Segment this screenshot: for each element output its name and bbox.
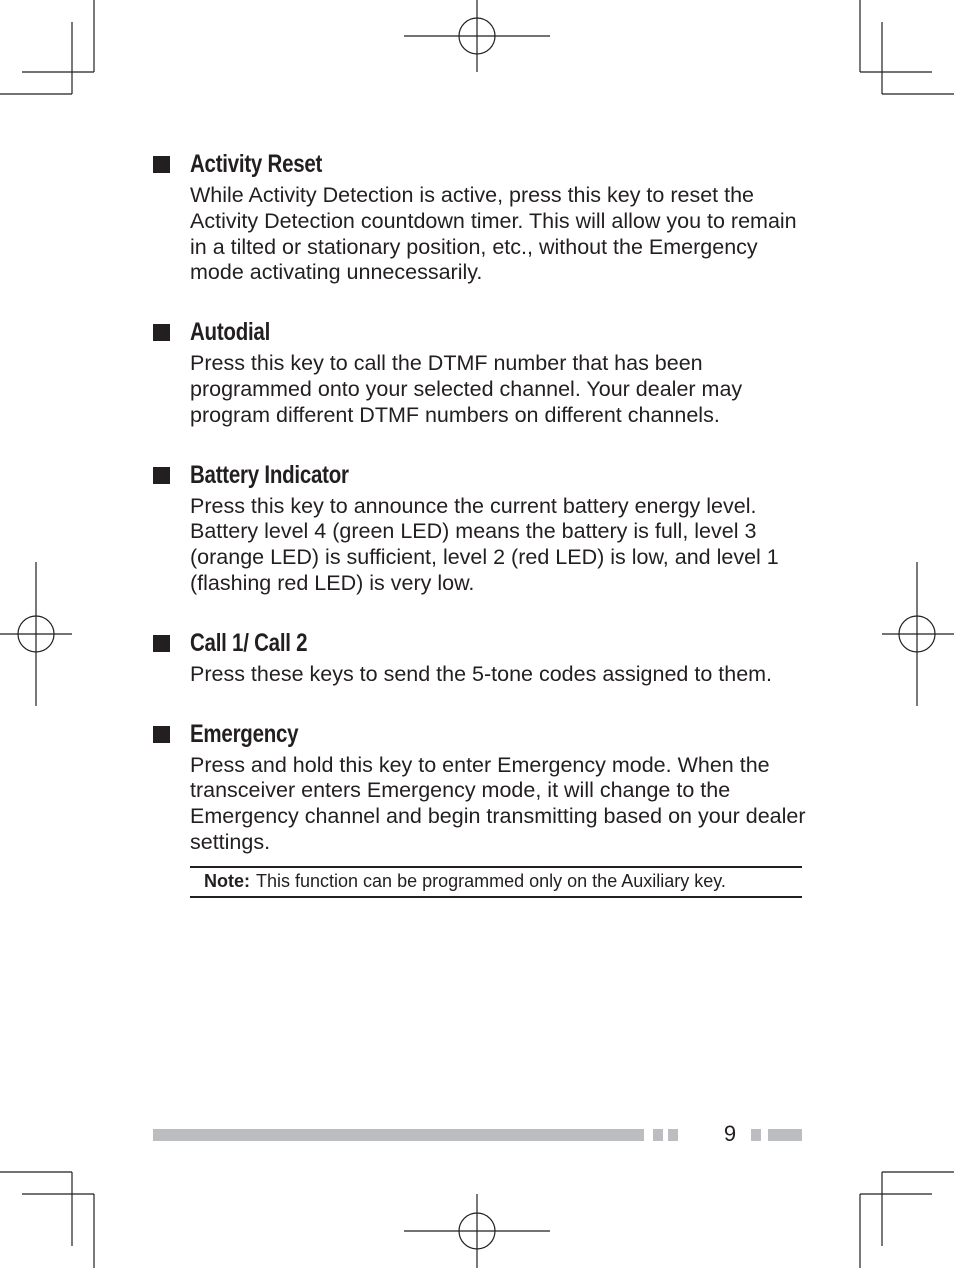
bullet-square-icon xyxy=(153,156,170,173)
section-body: Press this key to call the DTMF number that has been programmed onto your selected channel. Your dealer may program different DTMF numbers on different channels. xyxy=(190,351,743,427)
bullet-square-icon xyxy=(153,324,170,341)
bullet-square-icon xyxy=(153,726,170,743)
section-call xyxy=(153,627,813,688)
section-title: Activity Reset xyxy=(190,150,323,178)
section-emergency xyxy=(153,718,813,898)
section-title: Battery Indicator xyxy=(190,460,349,489)
section-autodial xyxy=(153,316,813,428)
section-battery-indicator xyxy=(153,459,813,597)
section-title: Emergency xyxy=(190,719,299,748)
footer-square xyxy=(653,1129,663,1141)
section-body: While Activity Detection is active, press this key to reset the Activity Detection countdown timer. This will allow you to remain in a tilted or stationary position, etc., without the Emergency mode activating unnecessarily. xyxy=(190,183,797,285)
bullet-square-icon xyxy=(153,467,170,484)
section-activity-reset xyxy=(153,148,813,286)
note-text: This function can be programmed only on the Auxiliary key. xyxy=(256,870,726,891)
note-box xyxy=(190,866,802,898)
note-label: Note: xyxy=(204,870,250,891)
bullet-square-icon xyxy=(153,635,170,652)
footer-bar xyxy=(768,1129,802,1141)
page-number: 9 xyxy=(723,1121,737,1146)
section-body: Press these keys to send the 5-tone codes assigned to them. xyxy=(190,661,773,686)
footer-bar xyxy=(153,1129,644,1141)
section-title: Call 1/ Call 2 xyxy=(190,628,308,657)
section-title: Autodial xyxy=(190,318,271,347)
section-body: Press and hold this key to enter Emergency mode. When the transceiver enters Emergency mode, it will change to the Emergency channel and begin transmitting based on your dealer settings. xyxy=(190,752,806,854)
footer-square xyxy=(751,1129,761,1141)
footer-square xyxy=(668,1129,678,1141)
page-content xyxy=(153,148,813,928)
section-body: Press this key to announce the current battery energy level. Battery level 4 (green LED) means the battery is full, level 3 (orange LED) is sufficient, level 2 (red LED) is low, and level 1 (flashing red LED) is very low. xyxy=(190,493,779,595)
